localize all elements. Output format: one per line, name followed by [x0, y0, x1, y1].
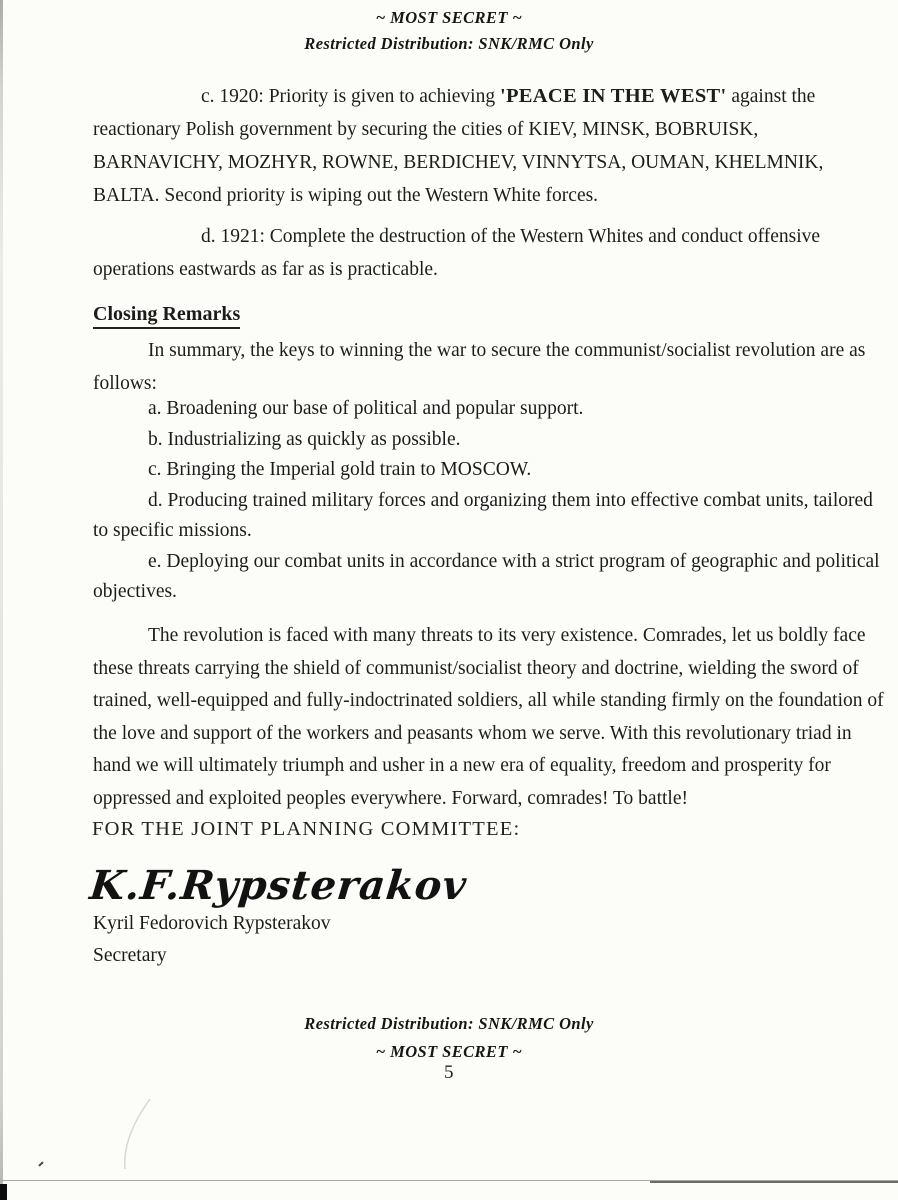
closing-final-paragraph: The revolution is faced with many threats to its very existence. Comrades, let us boldly face these threats carrying the shield of communist/socialist theory and doctrine, wielding the sword of trained, well-equipped and fully-indoctrinated soldiers, all while standing firmly on the foundation of the love and support of the workers and peasants whom we serve. With this revolutionary triad in hand we will ultimately triumph and usher in a new era of equality, freedom and prosperity for oppressed and exploited peoples everywhere. Forward, comrades! To battle! — [93, 625, 884, 809]
closing-remarks-heading — [93, 303, 240, 329]
list-item-b: b. Industrializing as quickly as possible. — [148, 428, 461, 450]
header-distribution: Restricted Distribution: SNK/RMC Only — [304, 34, 594, 53]
paragraph-c-emphasis: 'PEACE IN THE WEST' — [499, 85, 727, 107]
paragraph-c-text-post: against the reactionary Polish government by securing the cities of KIEV, MINSK, BOBRUISK, BARNAVICHY, MOZHYR, ROWNE, BERDICHEV, VINNYTSA, OUMAN, KHELMNIK, BALTA. Second priority is wiping out the Western White forces. — [93, 86, 824, 206]
committee-line: FOR THE JOINT PLANNING COMMITTEE: — [92, 818, 521, 840]
paragraph-c-1920 — [93, 80, 885, 212]
list-item-d: d. Producing trained military forces and organizing them into effective combat units, tailored to specific missions. — [93, 489, 873, 541]
scan-speck — [38, 1161, 44, 1167]
list-item-a: a. Broadening our base of political and popular support. — [148, 398, 584, 419]
scan-line-bottom-right — [650, 1181, 898, 1183]
scan-corner-block — [0, 1184, 7, 1200]
page-number: 5 — [444, 1062, 454, 1083]
closing-key-list — [93, 394, 885, 608]
paragraph-c-text-pre: c. 1920: Priority is given to achieving — [201, 86, 500, 107]
scan-scratch — [95, 1095, 175, 1175]
closing-remarks-heading-text: Closing Remarks — [93, 303, 240, 329]
closing-intro: In summary, the keys to winning the war to secure the communist/socialist revolution are as follows: — [93, 340, 866, 394]
signature-script: K.F.Rypsterakov — [87, 862, 470, 909]
signatory-name: Kyril Fedorovich Rypsterakov — [93, 913, 331, 934]
signatory-title: Secretary — [93, 945, 167, 966]
footer-distribution: Restricted Distribution: SNK/RMC Only — [304, 1014, 594, 1033]
paragraph-d-1921: d. 1921: Complete the destruction of the Western Whites and conduct offensive operations eastwards as far as is practicable. — [93, 226, 821, 280]
footer-classification: ~ MOST SECRET ~ — [375, 1042, 523, 1061]
header-classification: ~ MOST SECRET ~ — [375, 8, 523, 27]
list-item-e: e. Deploying our combat units in accordance with a strict program of geographic and political objectives. — [93, 550, 880, 602]
scan-edge-left — [0, 0, 3, 1200]
list-item-c: c. Bringing the Imperial gold train to MOSCOW. — [148, 459, 532, 480]
